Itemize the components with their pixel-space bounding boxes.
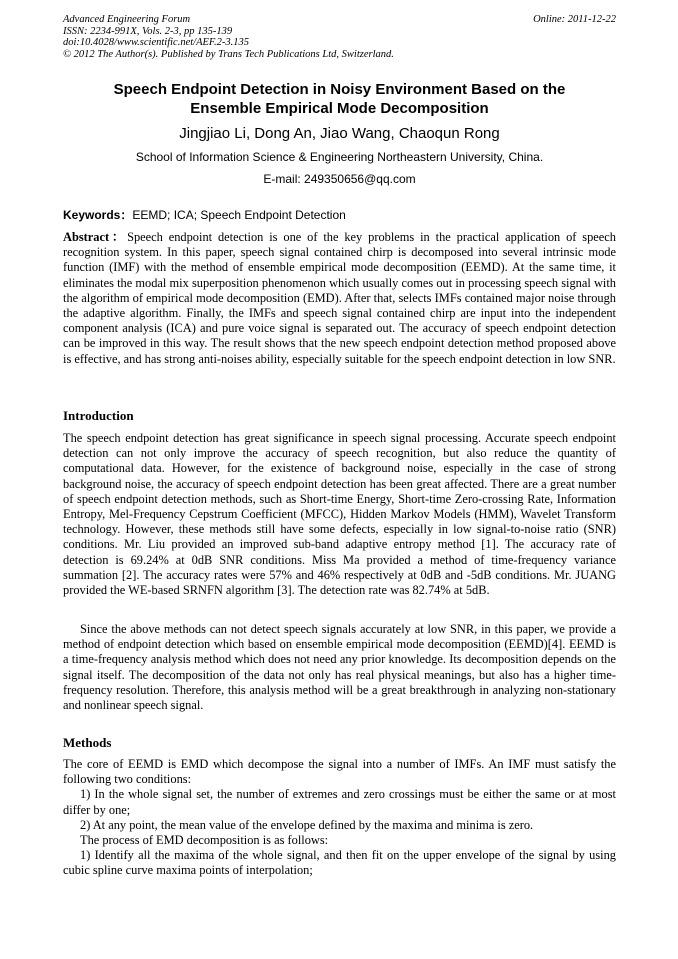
- doi-line: doi:10.4028/www.scientific.net/AEF.2-3.135: [63, 37, 249, 49]
- page-header: [63, 14, 616, 60]
- authors: Jingjiao Li, Dong An, Jiao Wang, Chaoqun Rong: [179, 125, 500, 142]
- keywords-label: Keywords：: [63, 208, 133, 222]
- journal-name: Advanced Engineering Forum: [63, 14, 191, 25]
- methods-content: [63, 757, 616, 879]
- introduction-paragraph-2: Since the above methods can not detect speech signals accurately at low SNR, in this paper, we provide a method of endpoint detection which based on ensemble empirical mode decomposition (EEMD)[4]. EEMD is a time-frequency analysis method which does not need any prior knowledge. Its decomposition depends on the signal itself. The decomposition of the data not only has real physical meanings, but also has a higher time-frequency resolution. Therefore, this analysis method will be a great breakthrough in analyzing non-stationary and nonlinear speech signal.: [63, 622, 616, 713]
- email: E-mail: 249350656@qq.com: [263, 172, 416, 186]
- introduction-heading: Introduction: [63, 408, 134, 423]
- step-1: 1) Identify all the maxima of the whole signal, and then fit on the upper envelope of the signal by using cubic spline curve maxima points of interpolation;: [63, 848, 616, 878]
- methods-heading: Methods: [63, 735, 112, 750]
- copyright-line: © 2012 The Author(s). Published by Trans Tech Publications Ltd, Switzerland.: [63, 48, 394, 60]
- keywords: [63, 207, 616, 223]
- methods-paragraph-2: The process of EMD decomposition is as follows:: [80, 833, 329, 848]
- affiliation: School of Information Science & Engineering Northeastern University, China.: [135, 150, 544, 164]
- condition-2: 2) At any point, the mean value of the envelope defined by the maxima and minima is zero.: [80, 817, 534, 832]
- issn-line: ISSN: 2234-991X, Vols. 2-3, pp 135-139: [63, 25, 233, 37]
- introduction-paragraph-1: The speech endpoint detection has great significance in speech signal processing. Accurate speech endpoint detection can not only improve the accuracy of speech recognition, but also reduce the quantity of computational data. However, for the existence of background noise, especially in the case of strong background noise, the accuracy of speech endpoint detection has been great affected. There are a great number of speech endpoint detection methods, such as Short-time Energy, Short-time Zero-crossing Rate, Information Entropy, Mel-Frequency Cepstrum Coefficient (MFCC), Hidden Markov Models (HMM), Wavelet Transform technology. However, these methods still have some defects, especially in low signal-to-noise ratio (SNR) conditions. Mr. Liu provided an improved sub-band adaptive entropy method [1]. The accuracy rate of detection is 69.24% at 0dB SNR conditions. Miss Ma provided a method of time-frequency variance summation [2]. The accuracy rates were 57% and 46% respectively at 0dB and -5dB conditions. Mr. JUANG provided the WE-based SRNFN algorithm [3]. The detection rate was 82.74% at 5dB.: [63, 431, 616, 598]
- abstract: [63, 230, 616, 367]
- abstract-text: Speech endpoint detection is one of the key problems in the practical application of speech recognition system. In this paper, speech signal contained chirp is decomposed into several intrinsic mode function (IMF) with the method of ensemble empirical mode decomposition (EEMD). At the same time, it eliminates the modal mix superposition phenomenon which usually comes out in processing speech signal with the algorithm of empirical mode decomposition (EMD). After that, selects IMFs contained major noise through the adaptive algorithm. Finally, the IMFs and speech signal contained chirp are input into the independent component analysis (ICA) and pure voice signal is separated out. The accuracy of speech endpoint detection can be improved in this way. The result shows that the new speech endpoint detection method proposed above is effective, and has strong anti-noises ability, especially suitable for the speech endpoint detection in low SNR.: [63, 230, 617, 366]
- online-date: Online: 2011-12-22: [533, 14, 616, 25]
- title-line-1: Speech Endpoint Detection in Noisy Environment Based on the: [113, 81, 566, 98]
- keywords-text: EEMD; ICA; Speech Endpoint Detection: [132, 208, 346, 222]
- methods-paragraph-1: The core of EEMD is EMD which decompose the signal into a number of IMFs. An IMF must satisfy the following two conditions:: [63, 757, 616, 787]
- abstract-label: Abstract：: [63, 230, 128, 244]
- title-line-2: Ensemble Empirical Mode Decomposition: [190, 100, 489, 117]
- condition-1: 1) In the whole signal set, the number of extremes and zero crossings must be either the same or at most differ by one;: [63, 787, 616, 817]
- paper-title: [63, 80, 616, 118]
